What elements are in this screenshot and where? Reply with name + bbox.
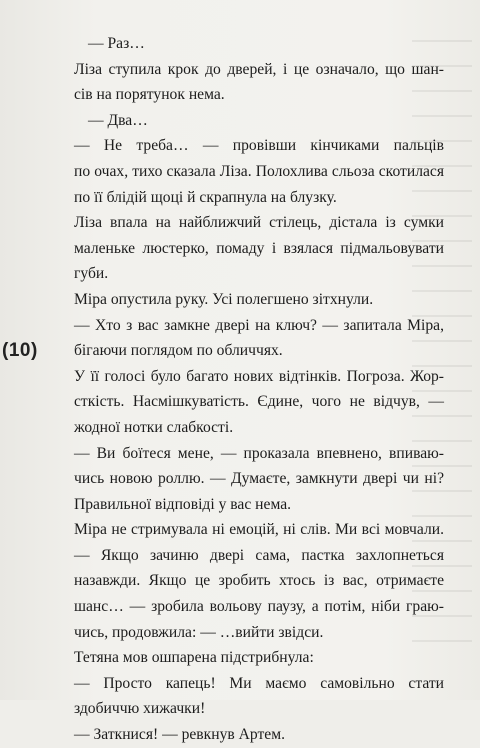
text-line: шанс… — зробила вольову паузу, а потім, ніби граю- (74, 598, 444, 616)
text-line: — Хто з вас замкне двері на ключ? — запитала Міра, (74, 316, 444, 334)
text-line: чись, продовжила: — …вийти звідси. (74, 623, 324, 641)
text-line: — Якщо зачиню двері сама, пастка захлопнеться (74, 546, 444, 564)
text-line: бігаючи поглядом по обличчях. (74, 342, 283, 360)
text-line: здобиччю хижачки! (74, 700, 206, 718)
text-line: Ліза ступила крок до дверей, і це означало, що шан- (74, 60, 444, 78)
text-line: У її голосі було багато нових відтінків. Погроза. Жор- (74, 367, 444, 385)
text-line: — Не треба… — провівши кінчиками пальців (74, 137, 444, 155)
text-line: по очах, тихо сказала Ліза. Полохлива сльоза скотилася (74, 162, 444, 180)
text-line: по її блідій щоці й скрапнула на блузку. (74, 188, 337, 206)
text-line: жодної нотки слабкості. (74, 418, 234, 436)
margin-annotation: (10) (2, 340, 38, 361)
text-line: — Ви боїтеся мене, — проказала впевнено, впиваю- (74, 444, 444, 462)
text-line: маленьке люстерко, помаду і взялася підмальовувати (74, 239, 444, 257)
text-line: губи. (74, 265, 109, 283)
text-line: Тетяна мов ошпарена підстрибнула: (74, 649, 314, 667)
text-line: — Раз… (88, 35, 145, 52)
text-line: сткість. Насмішкуватість. Єдине, чого не відчув, — (74, 393, 444, 411)
text-line: Ліза впала на найближчий стілець, дістала із сумки (74, 214, 444, 232)
text-line: — Просто капець! Ми маємо самовільно стати (74, 674, 444, 692)
body-text (74, 31, 444, 748)
text-line: назавжди. Якщо це зробить хтось із вас, отримаєте (74, 572, 444, 590)
text-line: сів на порятунок нема. (74, 86, 225, 104)
text-line: — Два… (88, 111, 148, 129)
text-line: чись новою роллю. — Думаєте, замкнути двері чи ні? (74, 470, 444, 488)
text-line: Правильної відповіді у вас нема. (74, 495, 292, 513)
text-line: Міра опустила руку. Усі полегшено зітхнули. (74, 290, 374, 308)
text-line: — Заткнися! — ревкнув Артем. (74, 726, 285, 744)
text-line: Міра не стримувала ні емоцій, ні слів. Ми всі мовчали. (74, 521, 444, 539)
